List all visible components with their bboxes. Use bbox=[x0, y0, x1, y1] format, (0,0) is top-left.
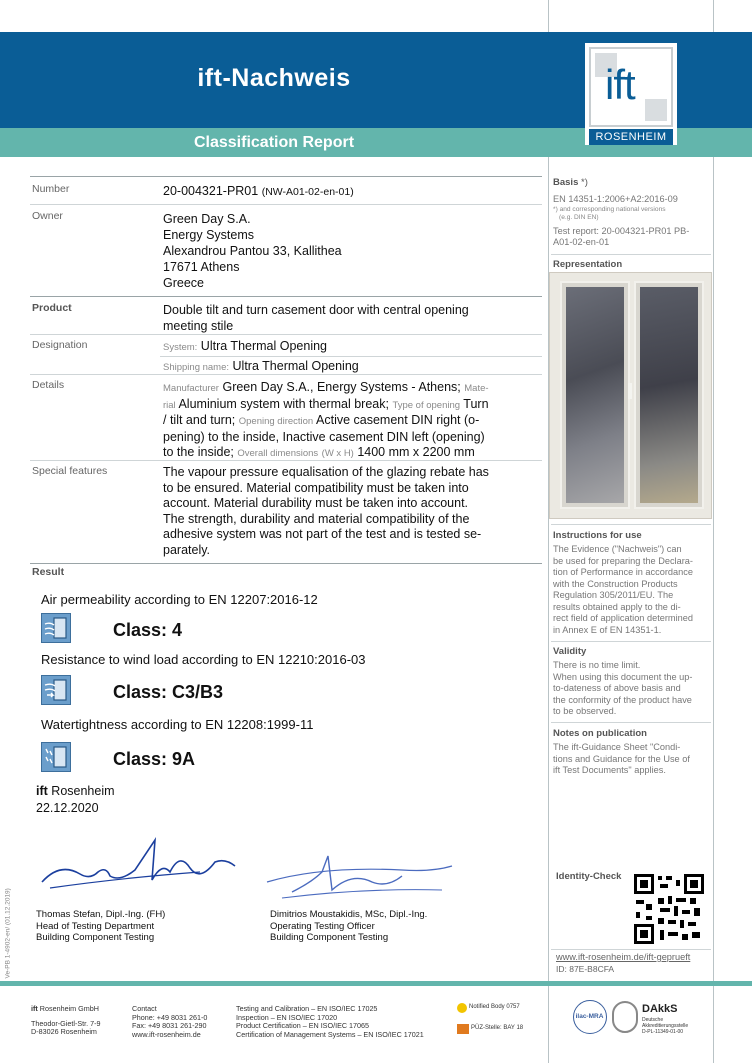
ilac-mra-logo bbox=[573, 1000, 607, 1034]
wind-load-class: Class: C3/B3 bbox=[113, 682, 224, 702]
details-label: Details bbox=[32, 379, 65, 391]
product-value bbox=[163, 302, 469, 334]
dimensions-unit: (W x H) bbox=[321, 448, 354, 459]
opening-type-value-cont: / tilt and turn; bbox=[163, 413, 236, 427]
validity-section bbox=[553, 646, 707, 718]
special-line: to be ensured. Material compatibility must be taken into bbox=[163, 480, 469, 495]
dakks-text: DAkkS bbox=[642, 1003, 678, 1015]
document-subtitle: Classification Report bbox=[193, 134, 355, 151]
form-code: Ve-PB 1-4902-en/ (01.12.2019) bbox=[4, 888, 12, 979]
issue-date: 22.12.2020 bbox=[36, 801, 99, 815]
door-handle bbox=[628, 383, 632, 399]
row-rule bbox=[30, 296, 542, 297]
special-line: parately. bbox=[163, 542, 211, 557]
contact-fax: Fax: +49 8031 261-290 bbox=[132, 1021, 207, 1031]
signatory-dept: Building Component Testing bbox=[36, 932, 155, 943]
report-number-suffix: (NW-A01-02-en-01) bbox=[261, 186, 354, 198]
basis-label: Basis bbox=[553, 177, 579, 188]
system-label: System: bbox=[163, 342, 198, 353]
watertightness-heading: Watertightness according to EN 12208:1999-11 bbox=[41, 717, 314, 732]
watertightness-icon bbox=[41, 742, 71, 772]
instructions-line: in Annex E of EN 14351-1. bbox=[553, 624, 662, 635]
door-left-glass bbox=[566, 287, 624, 503]
special-features-label: Special features bbox=[32, 465, 108, 477]
validity-line: to be observed. bbox=[553, 706, 617, 716]
contact-phone: Phone: +49 8031 261-0 bbox=[132, 1012, 208, 1022]
footer-contact bbox=[132, 1005, 207, 1039]
qr-code[interactable] bbox=[634, 874, 704, 944]
material-label-cont: rial bbox=[163, 399, 176, 411]
product-label: Product bbox=[32, 302, 72, 314]
accreditation-line: Inspection – EN ISO/IEC 17020 bbox=[236, 1012, 338, 1022]
identity-check-label: Identity-Check bbox=[556, 871, 622, 882]
publication-line: The ift-Guidance Sheet "Condi- bbox=[553, 742, 681, 752]
issuer-org-bold: ift bbox=[36, 784, 48, 798]
signatory-name: Thomas Stefan, Dipl.-Ing. (FH) bbox=[36, 909, 166, 920]
instructions-line: The Evidence ("Nachweis") can bbox=[553, 544, 682, 554]
designation-label: Designation bbox=[32, 339, 88, 351]
number-value bbox=[163, 184, 354, 200]
signature-stefan bbox=[40, 832, 240, 902]
issuer bbox=[36, 784, 115, 799]
signatory-left bbox=[36, 909, 165, 944]
manufacturer-value: Green Day S.A., Energy Systems - Athens; bbox=[222, 380, 461, 394]
issuer-org: Rosenheim bbox=[51, 784, 115, 798]
opening-direction-end: to the inside; bbox=[163, 445, 234, 459]
dakks-sub-line: Akkreditierungsstelle bbox=[642, 1023, 689, 1029]
row-rule bbox=[30, 334, 542, 335]
logo-mark-text: ift bbox=[605, 61, 635, 108]
sidebar-rule bbox=[551, 524, 711, 525]
basis-section bbox=[553, 177, 709, 249]
signatory-right bbox=[270, 909, 427, 944]
special-features-text bbox=[163, 465, 489, 558]
sidebar-divider-right bbox=[713, 0, 714, 1063]
material-label: Mate- bbox=[464, 383, 489, 394]
instructions-line: rect field of application determined bbox=[553, 613, 693, 623]
signature-moustakidis bbox=[262, 852, 462, 907]
dakks-sub-line: D-PL-11349-01-00 bbox=[642, 1029, 684, 1035]
publication-section bbox=[553, 728, 707, 777]
air-permeability-class: Class: 4 bbox=[113, 620, 183, 640]
wind-load-icon bbox=[41, 675, 71, 705]
document-title: ift-Nachweis bbox=[197, 64, 351, 92]
signatory-role: Operating Testing Officer bbox=[270, 920, 375, 932]
instructions-line: Regulation 305/2011/EU. The bbox=[553, 590, 674, 600]
instructions-line: with the Construction Products bbox=[553, 578, 678, 589]
dakks-mark-icon bbox=[612, 1001, 638, 1033]
footer-address: D-83026 Rosenheim bbox=[31, 1027, 97, 1037]
footer-band bbox=[0, 981, 752, 986]
document-id: ID: 87E-B8CFA bbox=[556, 964, 615, 974]
basis-note: (e.g. DIN EN) bbox=[559, 213, 599, 221]
owner-line: Greece bbox=[163, 276, 204, 290]
notified-body-text: Notified Body 0757 bbox=[469, 1004, 520, 1010]
special-line: The vapour pressure equalisation of the glazing rebate has bbox=[163, 465, 489, 479]
watertightness-class: Class: 9A bbox=[113, 749, 196, 769]
report-number: 20-004321-PR01 bbox=[163, 184, 259, 198]
publication-line: ift Test Documents" applies. bbox=[553, 765, 666, 775]
material-value: Aluminium system with thermal break; bbox=[178, 396, 389, 411]
basis-mark: *) bbox=[581, 177, 588, 188]
opening-direction-value: Active casement DIN right (o- bbox=[316, 413, 480, 427]
product-photo bbox=[549, 272, 712, 519]
row-rule bbox=[30, 460, 542, 461]
validity-line: to-dateness of above basis and bbox=[553, 683, 681, 693]
instructions-line: be used for preparing the Declara- bbox=[553, 555, 693, 566]
row-rule bbox=[30, 563, 542, 564]
dakks-sub-line: Deutsche bbox=[642, 1017, 664, 1023]
sidebar-rule bbox=[551, 641, 711, 642]
accreditation-line: Product Certification – EN ISO/IEC 17065 bbox=[236, 1021, 370, 1031]
accreditation-line: Certification of Management Systems – EN ISO/IEC 17021 bbox=[236, 1029, 424, 1039]
opening-type-label: Type of opening bbox=[392, 399, 461, 411]
owner-line: Green Day S.A. bbox=[163, 212, 251, 226]
air-permeability-heading: Air permeability according to EN 12207:2016-12 bbox=[41, 592, 318, 607]
sidebar-divider-left bbox=[548, 0, 549, 1063]
footer-company bbox=[31, 1005, 101, 1037]
accreditation-line: Testing and Calibration – EN ISO/IEC 17025 bbox=[236, 1004, 378, 1013]
shipping-row bbox=[163, 359, 359, 375]
owner-line: Alexandrou Pantou 33, Kallithea bbox=[163, 244, 342, 258]
system-row bbox=[163, 339, 327, 355]
signatory-dept: Building Component Testing bbox=[270, 932, 389, 943]
door-right-glass bbox=[640, 287, 698, 503]
instructions-section bbox=[553, 530, 707, 636]
product-line: Double tilt and turn casement door with central opening bbox=[163, 303, 469, 317]
wind-load-heading: Resistance to wind load according to EN 12210:2016-03 bbox=[41, 652, 366, 667]
puz-mark-icon bbox=[457, 1024, 469, 1034]
footer-company-name: Rosenheim GmbH bbox=[39, 1004, 99, 1013]
notified-body-badge bbox=[457, 1003, 520, 1015]
sidebar-rule bbox=[551, 722, 711, 723]
logo-city: ROSENHEIM bbox=[589, 129, 673, 145]
owner-line: 17671 Athens bbox=[163, 260, 240, 274]
manufacturer-label: Manufacturer bbox=[163, 383, 219, 394]
owner-line: Energy Systems bbox=[163, 228, 255, 242]
system-value: Ultra Thermal Opening bbox=[200, 339, 328, 353]
validity-line: There is no time limit. bbox=[553, 660, 641, 670]
footer-company-bold: ift bbox=[31, 1004, 38, 1013]
result-label: Result bbox=[32, 566, 65, 578]
air-permeability-icon bbox=[41, 613, 71, 643]
row-rule bbox=[160, 356, 542, 357]
sidebar-rule bbox=[551, 254, 711, 255]
owner-label: Owner bbox=[32, 210, 63, 222]
special-line: account. Material durability must be taken into account. bbox=[163, 496, 469, 510]
table-top-rule bbox=[30, 176, 542, 177]
test-report-cont: A01-02-en-01 bbox=[553, 237, 610, 247]
dimensions-label: Overall dimensions bbox=[237, 448, 319, 459]
number-label: Number bbox=[32, 183, 70, 195]
row-rule bbox=[30, 374, 542, 375]
validity-line: When using this document the up- bbox=[553, 671, 693, 682]
opening-direction-line: pening) to the inside, Inactive casement DIN left (opening) bbox=[163, 429, 485, 444]
validity-label: Validity bbox=[553, 646, 587, 657]
details-text bbox=[163, 380, 533, 462]
special-line: adhesive system was not part of the test and is tested se- bbox=[163, 527, 482, 541]
contact-web[interactable]: www.ift-rosenheim.de bbox=[132, 1029, 201, 1039]
product-line: meeting stile bbox=[163, 319, 234, 333]
test-report: Test report: 20-004321-PR01 PB- bbox=[553, 225, 690, 236]
verification-url[interactable]: www.ift-rosenheim.de/ift-geprueft bbox=[556, 952, 691, 962]
contact-label: Contact bbox=[132, 1004, 157, 1013]
basis-note: *) and corresponding national versions bbox=[553, 205, 666, 213]
puz-badge bbox=[457, 1024, 524, 1036]
publication-label: Notes on publication bbox=[553, 728, 647, 739]
puz-text: PÜZ-Stelle: BAY 18 bbox=[471, 1025, 524, 1031]
validity-line: the conformity of the product have bbox=[553, 694, 692, 705]
ilac-text: ilac-MRA bbox=[575, 1013, 604, 1020]
signatory-name: Dimitrios Moustakidis, MSc, Dipl.-Ing. bbox=[270, 909, 428, 920]
opening-type-value: Turn bbox=[463, 396, 489, 411]
basis-value: EN 14351-1:2006+A2:2016-09 bbox=[553, 194, 678, 204]
sidebar-rule bbox=[551, 949, 711, 950]
representation-label: Representation bbox=[553, 259, 623, 270]
special-line: The strength, durability and material compatibility of the bbox=[163, 511, 470, 526]
dakks-logo bbox=[612, 999, 722, 1039]
row-rule bbox=[30, 204, 542, 205]
dakks-sub bbox=[642, 1017, 688, 1035]
instructions-label: Instructions for use bbox=[553, 530, 642, 541]
publication-line: tions and Guidance for the Use of bbox=[553, 753, 690, 764]
ift-logo bbox=[585, 43, 677, 145]
instructions-line: tion of Performance in accordance bbox=[553, 567, 693, 577]
eu-stars-icon bbox=[457, 1003, 467, 1013]
owner-address bbox=[163, 211, 342, 291]
shipping-value: Ultra Thermal Opening bbox=[232, 359, 359, 373]
signatory-role: Head of Testing Department bbox=[36, 920, 155, 932]
footer-address: Theodor-Gietl-Str. 7-9 bbox=[31, 1018, 101, 1028]
opening-direction-label: Opening direction bbox=[238, 416, 314, 427]
instructions-line: results obtained apply to the di- bbox=[553, 601, 681, 612]
shipping-label: Shipping name: bbox=[163, 362, 230, 373]
dimensions-value: 1400 mm x 2200 mm bbox=[357, 445, 475, 459]
footer-accreditations bbox=[236, 1005, 424, 1039]
